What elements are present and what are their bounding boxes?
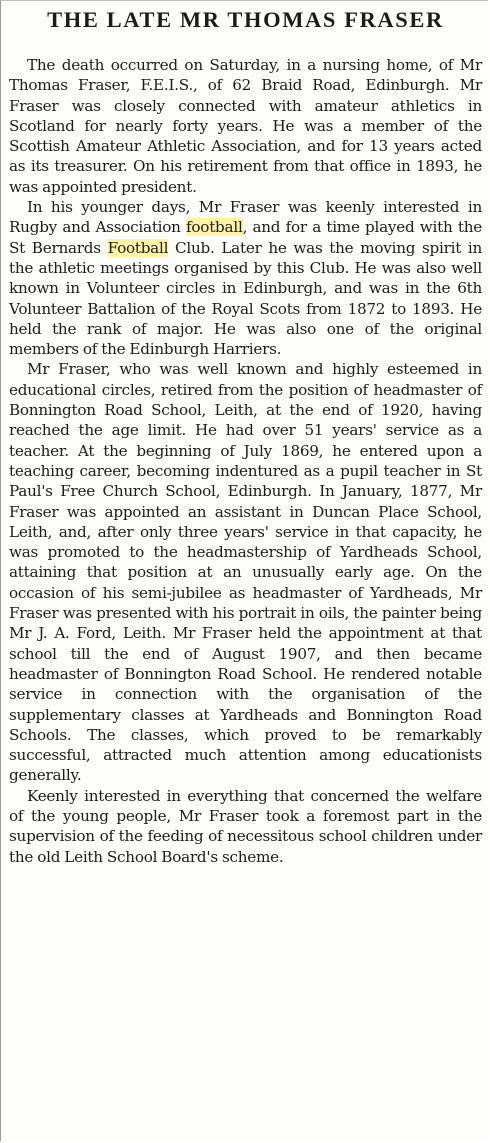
search-highlight-football: football (186, 218, 243, 237)
paragraph-1 (9, 55, 482, 197)
paragraph-2-text-start: In his younger days, Mr Fraser was keenly interested in Rugby and Association (9, 198, 482, 237)
paragraph-3 (9, 359, 482, 785)
paragraph-2-text-middle: , and for a time played with the St Bernards (9, 218, 482, 257)
paragraph-1-text: The death occurred on Saturday, in a nursing home, of Mr Thomas Fraser, F.E.I.S., of 62 Braid Road, Edinburgh. Mr Fraser was closely connected with amateur athletics in Scotland for nearly forty years. He was a member of the Scottish Amateur Athletic Association, and for 13 years acted as its treasurer. On his retirement from that office in 1893, he was appointed president. (9, 56, 482, 196)
search-highlight-football-club: Football (107, 238, 169, 257)
paragraph-4 (9, 786, 482, 867)
headline: THE LATE MR THOMAS FRASER (47, 7, 444, 32)
paragraph-2 (9, 197, 482, 359)
paragraph-3-text: Mr Fraser, who was well known and highly esteemed in educational circles, retired from the position of headmaster of Bonnington Road School, Leith, at the end of 1920, having reached the age limit. He had over 51 years' service as a teacher. At the beginning of July 1869, he entered upon a teaching career, becoming indentured as a pupil teacher in St Paul's Free Church School, Edinburgh. In January, 1877, Mr Fraser was appointed an assistant in Duncan Place School, Leith, and, after only three years' service in that capacity, he was promoted to the headmastership of Yardheads School, attaining that position at an unusually early age. On the occasion of his semi-jubilee as headmaster of Yardheads, Mr Fraser was presented with his portrait in oils, the painter being Mr J. A. Ford, Leith. Mr Fraser held the appointment at that school till the end of August 1907, and then became headmaster of Bonnington Road School. He rendered notable service in connection with the organisation of the supplementary classes at Yardheads and Bonnington Road Schools. The classes, which proved to be remarkably successful, attracted much attention among educationists generally. (9, 360, 482, 785)
paragraph-4-text: Keenly interested in everything that concerned the welfare of the young people, Mr Fraser took a foremost part in the supervision of the feeding of necessitous school children under the old Leith School Board's scheme. (9, 786, 482, 866)
paragraph-2-text-end: Club. Later he was the moving spirit in the athletic meetings organised by this Club. He was also well known in Volunteer circles in Edinburgh, and was in the 6th Volunteer Battalion of the Royal Scots from 1872 to 1893. He held the rank of major. He was also one of the original members of the Edinburgh Harriers. (9, 238, 482, 359)
